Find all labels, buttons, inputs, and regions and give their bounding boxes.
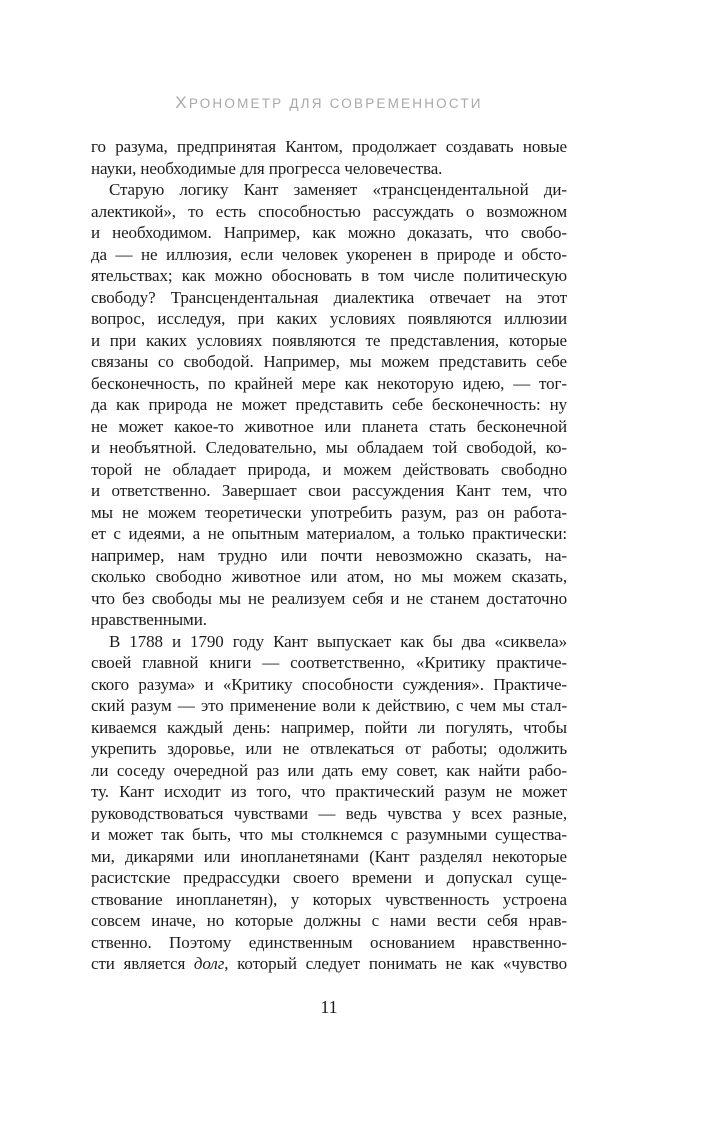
text-line: Старую логику Кант заменяет «трансцендентальной ди- [109,180,567,199]
text-line: мы не можем теоретически употребить разум, раз он работа- [91,502,567,522]
text-line: и может так быть, что мы столкнемся с разумными существа- [91,825,567,844]
text-line: науки, необходимые для прогресса человечества. [91,158,443,178]
text-line: да — не иллюзия, если человек укоренен в природе и обсто- [91,244,567,264]
text-line: ственно. Поэтому единственным основанием нравственно- [91,932,567,952]
text-line: и ответственно. Завершает свои рассуждения Кант тем, что [91,481,567,500]
text-line: своей главной книги — соответственно, «Критику практиче- [91,653,567,672]
text-line: нравственными. [91,610,207,629]
text-line: торой не обладает природа, и можем действовать свободно [91,459,567,479]
text-line: например, нам трудно или почти невозможно сказать, на- [91,545,567,565]
text-line: что без свободы мы не реализуем себя и не станем достаточно [91,588,567,608]
text-line: ятельствах; как можно обосновать в том числе политическую [91,266,567,285]
text-line: В 1788 и 1790 году Кант выпускает как бы два «сиквела» [109,631,567,651]
text-line: сколько свободно животное или атом, но мы можем сказать, [91,567,567,586]
text-line: и необъятной. Следовательно, мы обладаем той свободой, ко- [91,438,567,457]
text-line: ского разума» и «Критику способности суждения». Практиче- [91,674,567,694]
text-line: ет с идеями, а не опытным материалом, а только практически: [91,524,567,543]
running-head: ХРОНОМЕТР ДЛЯ СОВРЕМЕННОСТИ [175,93,483,112]
text-line: не может какое-то животное или планета стать бесконечной [91,416,567,436]
text-line: ту. Кант исходит из того, что практический разум не может [91,782,567,801]
text-line: свободу? Трансцендентальная диалектика отвечает на этот [91,287,567,307]
text-line: укрепить здоровье, или не отвлекаться от работы; одолжить [91,739,567,758]
text-line: бесконечность, по крайней мере как некоторую идею, — тог- [91,373,567,393]
text-line: вопрос, исследуя, при каких условиях появляются иллюзии [91,309,567,328]
text-line: ли соседу очередной раз или дать ему совет, как найти рабо- [91,760,567,780]
text-line: киваемся каждый день: например, пойти ли погулять, чтобы [91,717,567,737]
text-line: ми, дикарями или инопланетянами (Кант разделял некоторые [91,846,567,866]
text-line: расистские предрассудки своего времени и допускал суще- [91,868,567,887]
page-number: 11 [320,997,338,1017]
text-line: связаны со свободой. Например, мы можем представить себе [91,352,567,371]
text-line: ствование инопланетян), у которых чувственность устроена [91,889,567,909]
text-line: руководствоваться чувствами — ведь чувства у всех разные, [91,803,567,823]
text-line: и необходимом. Например, как можно доказать, что свобо- [91,223,567,242]
text-line: да как природа не может представить себе бесконечность: ну [91,395,567,414]
text-block [91,136,567,975]
text-line: ский разум — это применение воли к действию, с чем мы стал- [91,696,567,715]
text-line: алектикой», то есть способностью рассуждать о возможном [91,201,567,221]
text-line: сти является долг, который следует понимать не как «чувство [91,954,567,973]
text-line: совсем иначе, но которые должны с нами вести себя нрав- [91,911,567,930]
text-line: го разума, предпринятая Кантом, продолжает создавать новые [91,137,567,156]
text-line: и при каких условиях появляются те представления, которые [91,330,567,350]
